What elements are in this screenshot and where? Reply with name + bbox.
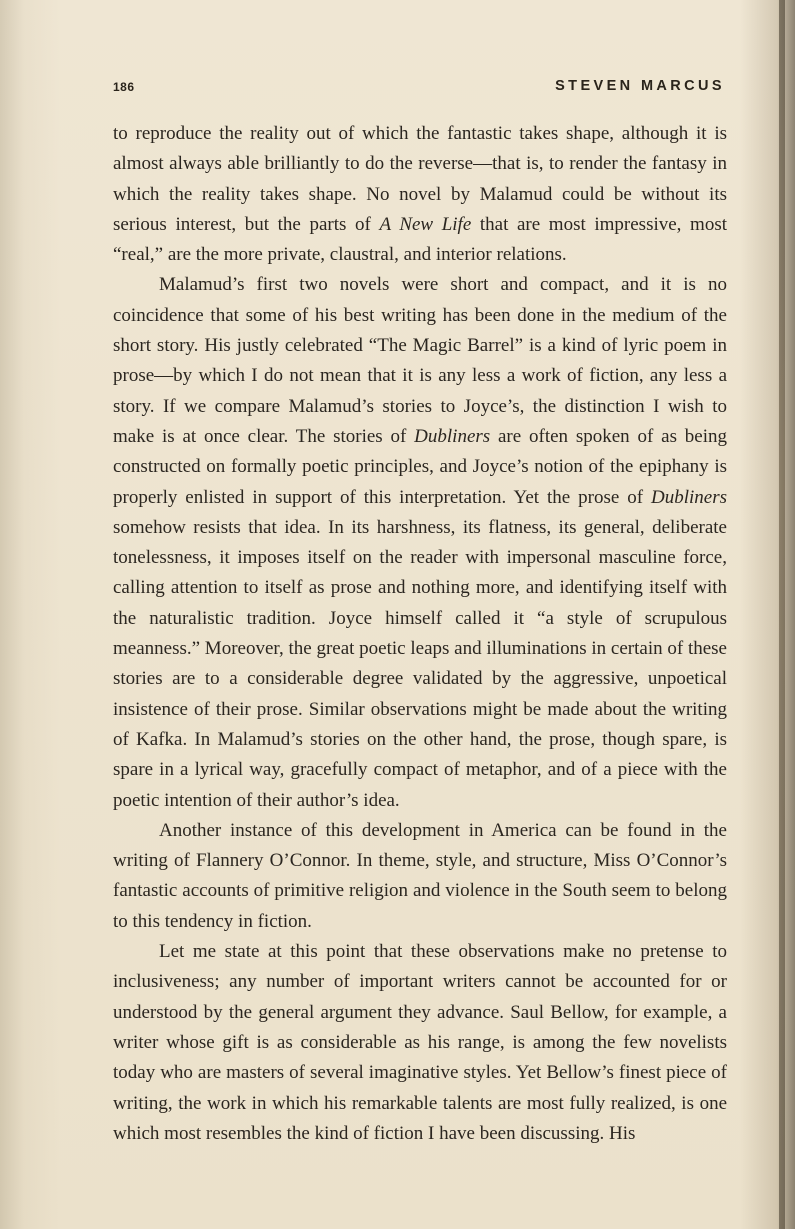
text-run: Another instance of this development in America can be found in the writing of Flannery O’Connor. In theme, style, and structure, Miss O’Connor’s fantastic accounts of primitive religion and violence in the South seem to belong to this tendency in fiction. xyxy=(113,819,727,932)
book-spine-shadow xyxy=(779,0,785,1229)
page-number: 186 xyxy=(113,80,135,94)
paragraph xyxy=(113,270,727,815)
paragraph xyxy=(113,816,727,937)
italic-title: Dubliners xyxy=(414,425,491,447)
text-run: Malamud’s first two novels were short and compact, and it is no coincidence that some of his best writing has been done in the medium of the short story. His justly celebrated “The Magic Barrel” is a kind of lyric poem in prose—by which I do not mean that it is any less a work of fiction, any less a story. If we compare Malamud’s stories to Joyce’s, the distinction I wish to make is at once clear. The stories of xyxy=(113,274,727,447)
text-run: to reproduce the reality out of which the fantastic takes shape, although it is almost always able brilliantly to do the reverse—that is, to render the fantasy in which the reality takes shape. No novel by Malamud could be without its serious interest, but the parts of xyxy=(113,123,727,235)
running-head: STEVEN MARCUS xyxy=(555,78,725,94)
text-run: that are most impressive, most “real,” are the more private, claustral, and interior relations. xyxy=(113,213,727,266)
paragraph xyxy=(113,119,727,270)
italic-title: Dubliners xyxy=(651,486,727,508)
page-header xyxy=(113,80,725,104)
paragraph xyxy=(113,937,727,1149)
text-run: Let me state at this point that these observations make no pretense to inclusiveness; any number of important writers cannot be accounted for or understood by the general argument they advance. Saul Bellow, for example, a writer whose gift is as considerable as his range, is among the few novelists today who are masters of several imaginative styles. Yet Bellow’s finest piece of writing, the work in which his remarkable talents are most fully realized, is one which most resembles the kind of fiction I have been discussing. His xyxy=(113,941,727,1144)
text-run: are often spoken of as being constructed on formally poetic principles, and Joyce’s notion of the epiphany is properly enlisted in support of this interpretation. Yet the prose of xyxy=(113,425,727,508)
text-run: somehow resists that idea. In its harshness, its flatness, its general, deliberate tonelessness, it imposes itself on the reader with impersonal masculine force, calling attention to itself as prose and nothing more, and identifying itself with the naturalistic tradition. Joyce himself called it “a style of scrupulous meanness.” Moreover, the great poetic leaps and illuminations in certain of these stories are to a considerable degree validated by the aggressive, unpoetical insistence of their prose. Similar observations might be made about the writing of Kafka. In Malamud’s stories on the other hand, the prose, though spare, is spare in a lyrical way, gracefully compact of metaphor, and of a piece with the poetic intention of their author’s idea. xyxy=(113,516,727,811)
body-text xyxy=(113,119,727,1149)
italic-title: A New Life xyxy=(379,213,472,235)
